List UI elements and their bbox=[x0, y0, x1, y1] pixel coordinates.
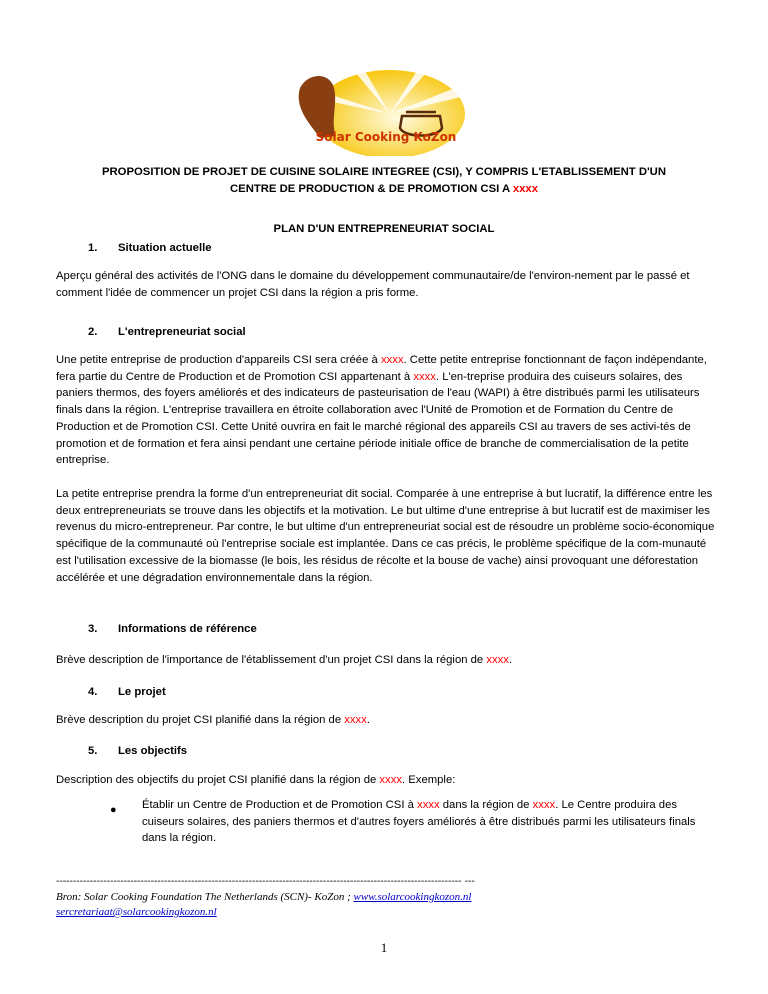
footer-source: Bron: Solar Cooking Foundation The Netherlands (SCN)- KoZon ; www.solarcookingkozon.nl sercretariaat@solarcookingkozon.nl bbox=[56, 891, 472, 918]
section-heading-3: 3. Informations de référence bbox=[88, 623, 257, 635]
placeholder-location: xxxx bbox=[380, 354, 404, 366]
email-link[interactable]: sercretariaat@solarcookingkozon.nl bbox=[56, 906, 217, 918]
section-5-bullet: Établir un Centre de Production et de Promotion CSI à xxxx dans la région de xxxx. Le Centre produira des cuiseurs solaires, des paniers thermos et d'autres foyers améliorés à être distribués parmi les utilisateurs finals dans la région. bbox=[142, 799, 696, 845]
section-heading-5: 5. Les objectifs bbox=[88, 745, 188, 757]
plan-title: PLAN D'UN ENTREPRENEURIAT SOCIAL bbox=[273, 223, 495, 235]
placeholder-location: xxxx bbox=[486, 654, 509, 666]
section-3-text: Brève description de l'importance de l'établissement d'un projet CSI dans la région de xxxx. bbox=[56, 654, 513, 666]
section-4-text: Brève description du projet CSI planifié dans la région de xxxx. bbox=[56, 714, 370, 726]
section-1-text: Aperçu général des activités de l'ONG dans le domaine du développement communautaire/de l'environ-nement par le passé et comment l'idée de commencer un projet CSI dans la région a pris forme. bbox=[56, 270, 690, 299]
placeholder-location: xxxx bbox=[379, 774, 402, 786]
placeholder-location: xxxx bbox=[417, 799, 440, 811]
placeholder-location: xxxx bbox=[413, 370, 436, 383]
section-heading-2: 2. L'entrepreneuriat social bbox=[88, 326, 246, 338]
section-heading-1: 1. Situation actuelle bbox=[88, 242, 212, 254]
woman-figure bbox=[299, 76, 336, 138]
section-5-intro: Description des objectifs du projet CSI planifié dans la région de xxxx. Exemple: bbox=[56, 774, 456, 786]
section-heading-4: 4. Le projet bbox=[88, 686, 166, 698]
website-link[interactable]: www.solarcookingkozon.nl bbox=[353, 891, 472, 903]
title-line-1: PROPOSITION DE PROJET DE CUISINE SOLAIRE INTEGREE (CSI), Y COMPRIS L'ETABLISSEMENT D'UN bbox=[101, 166, 666, 178]
title-line-2: CENTRE DE PRODUCTION & DE PROMOTION CSI A xxxx bbox=[230, 183, 538, 195]
placeholder-location: xxxx bbox=[512, 183, 538, 195]
bullet-dot: ● bbox=[110, 804, 117, 816]
document-title bbox=[80, 164, 688, 198]
placeholder-location: xxxx bbox=[532, 799, 556, 811]
footer-rule: ------------------------------------------------------------------------------------------------------------------------ --- bbox=[56, 876, 475, 887]
placeholder-location: xxxx bbox=[344, 714, 367, 726]
logo-text: Solar Cooking KoZon bbox=[315, 130, 457, 144]
section-2-paragraph-2: La petite entreprise prendra la forme d'un entrepreneuriat dit social. Comparée à une entreprise à but lucratif, la différence entre les deux entrepreneuriats se trouve dans les objectifs et la motivation. Le but ultime d'une entreprise à but lucratif est de maximiser les revenus du micro-entrepreneur. Par contre, le but ultime d'un entrepreneuriat social est de résoudre un problème socio-économique spécifique de la communauté où l'entreprise sociale est implantée. Dans ce cas précis, le problème spécifique de la com-munauté est l'utilisation excessive de la biomasse (le bois, les résidus de récolte et la bouse de vache) ainsi provoquant une déforestation accélérée et une dégradation environnementale dans la région. bbox=[56, 488, 715, 584]
section-2-paragraph-1: Une petite entreprise de production d'appareils CSI sera créée à xxxx. Cette petite entreprise fonctionnant de façon indépendante, fera partie du Centre de Production et de Promotion CSI appartenant à xxxx. L'en-treprise produira des cuiseurs solaires, des paniers thermos, des foyers améliorés et des indicateurs de pasteurisation de l'eau (WAPI) à être distribués parmi les utilisateurs finals dans la région. L'entreprise travaillera en étroite collaboration avec l'Unité de Promotion et de Formation du Centre de Production et de Promotion CSI. Cette Unité ouvrira en fait le marché régional des appareils CSI au travers de ses activi-tés de promotion et de formation et fera ainsi pendant une certaine période initiale office de branche de commercialisation de la petite entreprise. bbox=[56, 354, 707, 467]
page-number: 1 bbox=[380, 940, 388, 955]
